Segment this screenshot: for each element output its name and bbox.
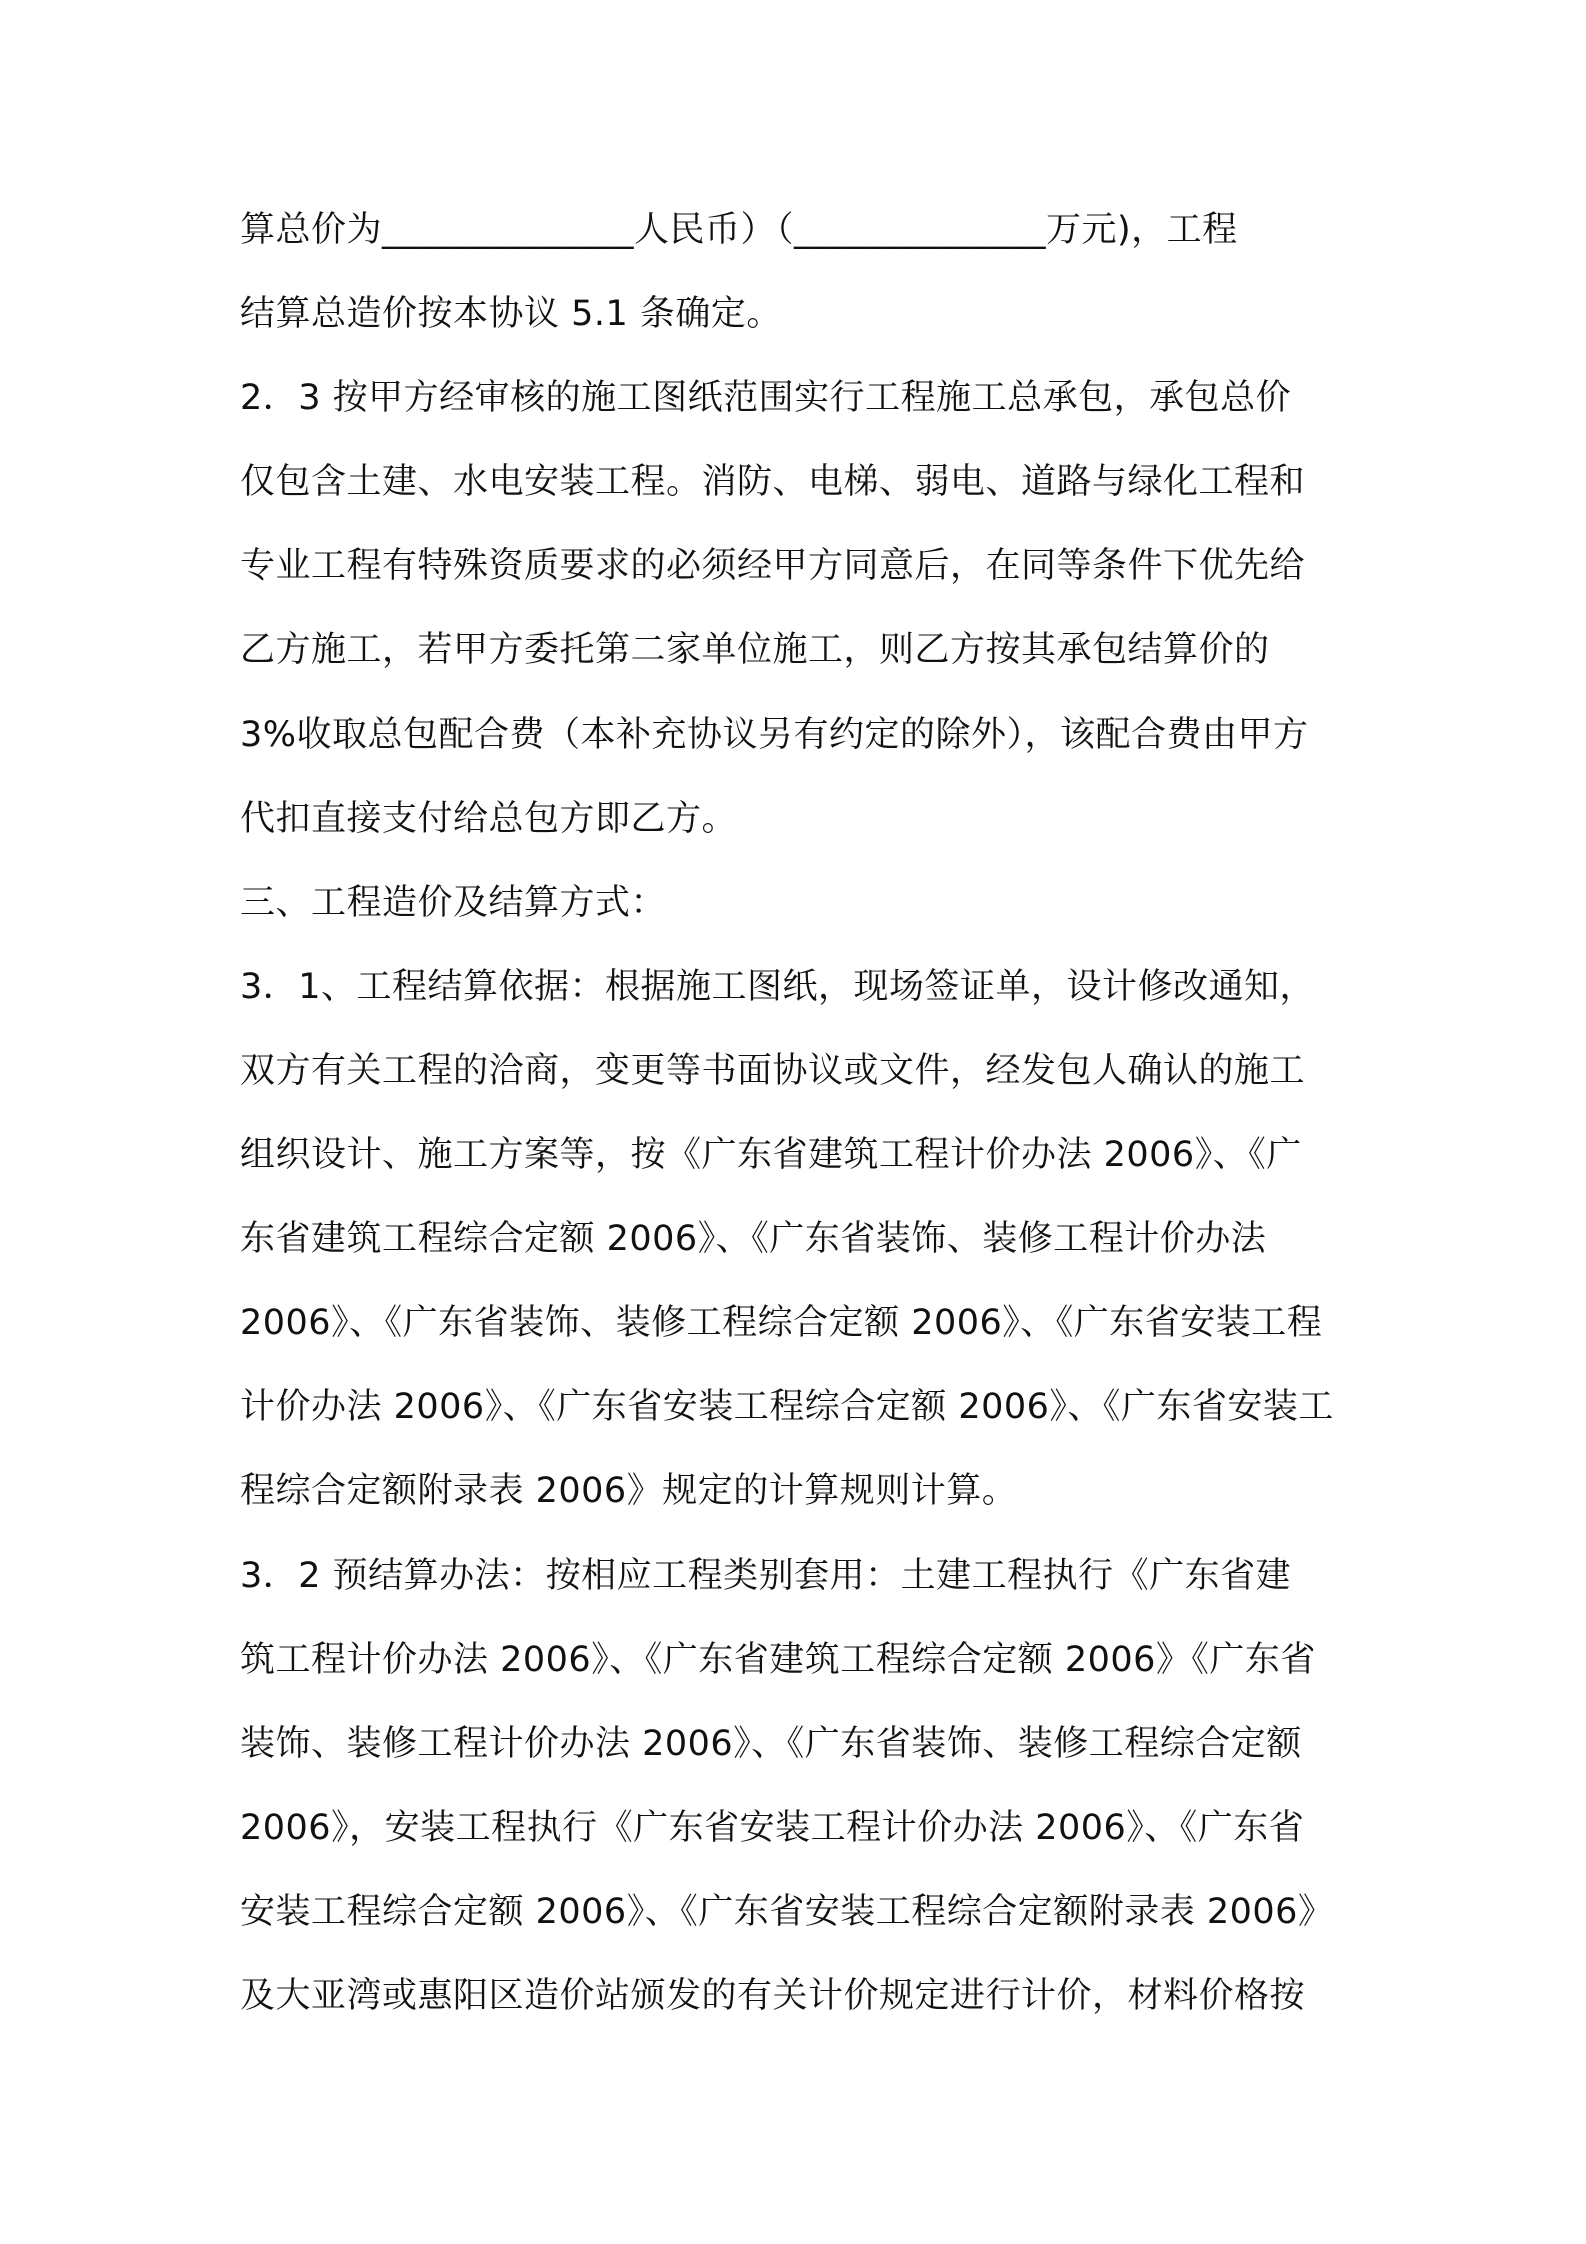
- text-line: 专业工程有特殊资质要求的必须经甲方同意后，在同等条件下优先给: [240, 546, 1306, 587]
- text-line: 代扣直接支付给总包方即乙方。: [240, 798, 738, 839]
- section-heading: 三、工程造价及结算方式：: [240, 882, 667, 923]
- text-line: 装饰、装修工程计价办法 2006》、《广东省装饰、装修工程综合定额: [240, 1723, 1302, 1764]
- text-line: 东省建筑工程综合定额 2006》、《广东省装饰、装修工程计价办法: [240, 1219, 1267, 1260]
- text-line: 程综合定额附录表 2006》规定的计算规则计算。: [240, 1471, 1018, 1512]
- text-line: 计价办法 2006》、《广东省安装工程综合定额 2006》、《广东省安装工: [240, 1387, 1334, 1428]
- text-line: 乙方施工，若甲方委托第二家单位施工，则乙方按其承包结算价的: [240, 630, 1270, 671]
- text-line: 仅包含土建、水电安装工程。消防、电梯、弱电、道路与绿化工程和: [240, 462, 1306, 503]
- text-line: 2006》，安装工程执行《广东省安装工程计价办法 2006》、《广东省: [240, 1807, 1305, 1848]
- contract-body-text: [240, 198, 1360, 2048]
- text-line: 3．1、工程结算依据：根据施工图纸，现场签证单，设计修改通知，: [240, 966, 1316, 1007]
- text-line: 算总价为______________人民币）（______________万元)，工程: [240, 210, 1238, 250]
- text-line: 组织设计、施工方案等，按《广东省建筑工程计价办法 2006》、《广: [240, 1135, 1302, 1176]
- text-line: 3%收取总包配合费（本补充协议另有约定的除外），该配合费由甲方: [240, 714, 1309, 755]
- text-line: 3．2 预结算办法：按相应工程类别套用：土建工程执行《广东省建: [240, 1555, 1292, 1596]
- text-line: 筑工程计价办法 2006》、《广东省建筑工程综合定额 2006》《广东省: [240, 1639, 1316, 1680]
- text-line: 安装工程综合定额 2006》、《广东省安装工程综合定额附录表 2006》: [240, 1891, 1334, 1932]
- text-line: 2．3 按甲方经审核的施工图纸范围实行工程施工总承包，承包总价: [240, 378, 1292, 419]
- text-line: 双方有关工程的洽商，变更等书面协议或文件，经发包人确认的施工: [240, 1050, 1306, 1091]
- text-line: 及大亚湾或惠阳区造价站颁发的有关计价规定进行计价，材料价格按: [240, 1975, 1306, 2016]
- text-line: 2006》、《广东省装饰、装修工程综合定额 2006》、《广东省安装工程: [240, 1303, 1323, 1344]
- text-line: 结算总造价按本协议 5.1 条确定。: [240, 294, 782, 335]
